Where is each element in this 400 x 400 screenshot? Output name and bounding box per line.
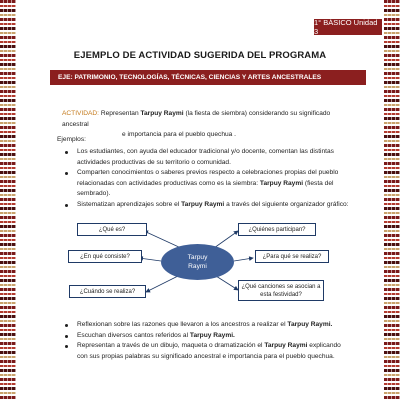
arrow-q6 [216,276,238,290]
after-1-highlight: Tarpuy Raymi. [287,321,333,328]
question-box-q1: ¿Qué es? [77,223,147,236]
example-2-text-c: (fiesta del sembrado). [77,179,334,197]
example-1-text: Los estudiantes, con ayuda del educador tradicional y/o docente, comentan las distintas actividades productivas de su territorio o comunidad. [77,148,334,166]
arrow-q3 [139,258,161,261]
question-box-q2: ¿Quiénes participan? [238,223,316,236]
center-label: Tarpuy Raymi [187,254,208,270]
examples-list [62,147,352,210]
after-3-text-c: explicando con sus propias palabras su significado ancestral e importancia para el pueblo quechua. [77,342,341,360]
activity-text-2: (la fiesta de siembra) considerando su significado ancestral [62,110,331,128]
arrow-q1 [144,231,181,248]
arrow-q2 [214,231,238,248]
graphic-organizer [66,218,356,310]
activity-label: ACTIVIDAD: [62,110,100,117]
example-3-highlight: Tarpuy Raymi [181,200,225,208]
after-3-text-a: Representan a través de un dibujo, maqueta o dramatización el [77,342,263,349]
list-item [62,168,352,200]
center-oval [161,244,234,280]
activity-paragraph [62,109,352,141]
axis-band [50,70,366,85]
after-1-text: Reflexionan sobre las razones que llevaron a los ancestros a realizar el [77,321,286,328]
arrow-q5 [146,276,178,292]
page-title: EJEMPLO DE ACTIVIDAD SUGERIDA DEL PROGRAMA [73,50,327,61]
after-2-text: Escuchan diversos cantos referidos al [77,331,189,339]
example-3-text-c: a través del siguiente organizador gráfico: [226,200,349,208]
question-box-q5: ¿Cuándo se realiza? [69,285,146,298]
list-item [62,200,352,211]
activity-highlight: Tarpuy Raymi [140,110,184,117]
activity-text-1: Representan [100,110,139,117]
question-box-q6: ¿Qué canciones se asocian a esta festividad? [238,280,324,301]
list-item [62,341,352,362]
example-2-text-a: Comparten conocimientos o saberes previos respecto a celebraciones propias del pueblo relacionadas con actividades productivas como es la siembra: [77,169,339,187]
after-2-highlight: Tarpuy Raymi. [189,331,235,339]
example-3-text-a: Sistematizan aprendizajes sobre el [77,200,180,208]
after-list [62,320,352,362]
list-item [62,320,352,331]
activity-text-3: e importancia para el pueblo quechua . [122,131,237,138]
list-item [62,331,352,342]
question-box-q3: ¿En qué consiste? [68,250,142,263]
question-box-q4: ¿Para qué se realiza? [255,250,329,263]
axis-label: EJE: PATRIMONIO, TECNOLOGÍAS, TÉCNICAS, CIENCIAS Y ARTES ANCESTRALES [58,74,322,81]
examples-title: Ejemplos: [57,136,86,143]
unit-tab: 1° BÁSICO Unidad 3 [314,19,382,35]
list-item [62,147,352,168]
arrow-q4 [234,258,253,261]
example-2-highlight: Tarpuy Raymi [259,179,304,187]
after-3-highlight: Tarpuy Raymi [264,342,308,349]
